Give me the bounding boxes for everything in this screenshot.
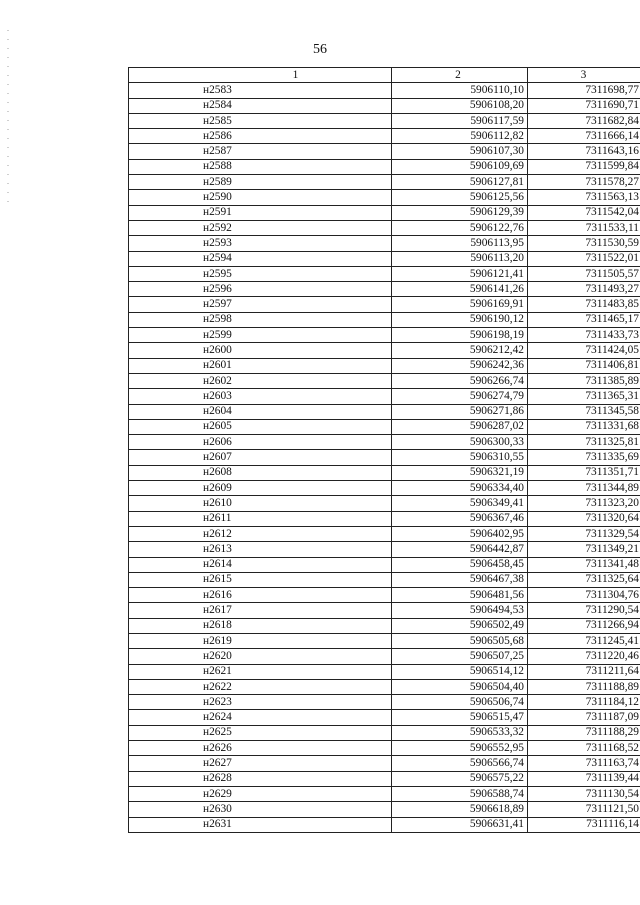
- point-id-cell: н2584: [129, 98, 392, 113]
- x-coordinate-cell: 5906402,95: [392, 526, 528, 541]
- point-id-cell: н2587: [129, 144, 392, 159]
- table-row: [129, 373, 640, 388]
- y-coordinate-cell: 7311163,74: [528, 756, 640, 771]
- point-id-cell: н2622: [129, 679, 392, 694]
- y-coordinate-cell: 7311493,27: [528, 282, 640, 297]
- point-id-cell: н2605: [129, 419, 392, 434]
- y-coordinate-cell: 7311406,81: [528, 358, 640, 373]
- table-row: [129, 817, 640, 832]
- x-coordinate-cell: 5906127,81: [392, 175, 528, 190]
- x-coordinate-cell: 5906109,69: [392, 159, 528, 174]
- x-coordinate-cell: 5906552,95: [392, 741, 528, 756]
- y-coordinate-cell: 7311385,89: [528, 373, 640, 388]
- x-coordinate-cell: 5906514,12: [392, 664, 528, 679]
- table-row: [129, 312, 640, 327]
- y-coordinate-cell: 7311344,89: [528, 481, 640, 496]
- y-coordinate-cell: 7311643,16: [528, 144, 640, 159]
- y-coordinate-cell: 7311290,54: [528, 603, 640, 618]
- table-row: [129, 297, 640, 312]
- x-coordinate-cell: 5906242,36: [392, 358, 528, 373]
- y-coordinate-cell: 7311349,21: [528, 542, 640, 557]
- y-coordinate-cell: 7311329,54: [528, 526, 640, 541]
- table-row: [129, 603, 640, 618]
- x-coordinate-cell: 5906481,56: [392, 588, 528, 603]
- x-coordinate-cell: 5906321,19: [392, 465, 528, 480]
- y-coordinate-cell: 7311698,77: [528, 83, 640, 98]
- y-coordinate-cell: 7311266,94: [528, 618, 640, 633]
- point-id-cell: н2590: [129, 190, 392, 205]
- x-coordinate-cell: 5906169,91: [392, 297, 528, 312]
- x-coordinate-cell: 5906271,86: [392, 404, 528, 419]
- x-coordinate-cell: 5906266,74: [392, 373, 528, 388]
- y-coordinate-cell: 7311690,71: [528, 98, 640, 113]
- x-coordinate-cell: 5906367,46: [392, 511, 528, 526]
- table-row: [129, 159, 640, 174]
- table-row: [129, 419, 640, 434]
- x-coordinate-cell: 5906125,56: [392, 190, 528, 205]
- y-coordinate-cell: 7311424,05: [528, 343, 640, 358]
- x-coordinate-cell: 5906190,12: [392, 312, 528, 327]
- x-coordinate-cell: 5906502,49: [392, 618, 528, 633]
- point-id-cell: н2597: [129, 297, 392, 312]
- point-id-cell: н2631: [129, 817, 392, 832]
- point-id-cell: н2598: [129, 312, 392, 327]
- y-coordinate-cell: 7311505,57: [528, 266, 640, 281]
- table-row: [129, 756, 640, 771]
- table-row: [129, 679, 640, 694]
- table-row: [129, 435, 640, 450]
- x-coordinate-cell: 5906588,74: [392, 786, 528, 801]
- table-row: [129, 113, 640, 128]
- table-row: [129, 343, 640, 358]
- x-coordinate-cell: 5906631,41: [392, 817, 528, 832]
- x-coordinate-cell: 5906108,20: [392, 98, 528, 113]
- y-coordinate-cell: 7311563,13: [528, 190, 640, 205]
- coordinates-table: [128, 67, 640, 833]
- y-coordinate-cell: 7311682,84: [528, 113, 640, 128]
- table-row: [129, 358, 640, 373]
- table-row: [129, 572, 640, 587]
- table-row: [129, 465, 640, 480]
- table-row: [129, 450, 640, 465]
- point-id-cell: н2583: [129, 83, 392, 98]
- column-header-2: 2: [392, 68, 528, 83]
- y-coordinate-cell: 7311433,73: [528, 328, 640, 343]
- y-coordinate-cell: 7311341,48: [528, 557, 640, 572]
- point-id-cell: н2620: [129, 649, 392, 664]
- table-row: [129, 557, 640, 572]
- x-coordinate-cell: 5906274,79: [392, 389, 528, 404]
- y-coordinate-cell: 7311187,09: [528, 710, 640, 725]
- table-header-row: [129, 68, 640, 83]
- x-coordinate-cell: 5906129,39: [392, 205, 528, 220]
- point-id-cell: н2625: [129, 725, 392, 740]
- y-coordinate-cell: 7311116,14: [528, 817, 640, 832]
- point-id-cell: н2627: [129, 756, 392, 771]
- y-coordinate-cell: 7311533,11: [528, 220, 640, 235]
- x-coordinate-cell: 5906113,95: [392, 236, 528, 251]
- table-row: [129, 83, 640, 98]
- table-row: [129, 266, 640, 281]
- table-row: [129, 282, 640, 297]
- x-coordinate-cell: 5906575,22: [392, 771, 528, 786]
- table-row: [129, 236, 640, 251]
- point-id-cell: н2610: [129, 496, 392, 511]
- x-coordinate-cell: 5906122,76: [392, 220, 528, 235]
- x-coordinate-cell: 5906618,89: [392, 802, 528, 817]
- table-row: [129, 205, 640, 220]
- point-id-cell: н2595: [129, 266, 392, 281]
- x-coordinate-cell: 5906198,19: [392, 328, 528, 343]
- y-coordinate-cell: 7311304,76: [528, 588, 640, 603]
- y-coordinate-cell: 7311245,41: [528, 633, 640, 648]
- y-coordinate-cell: 7311121,50: [528, 802, 640, 817]
- point-id-cell: н2593: [129, 236, 392, 251]
- x-coordinate-cell: 5906533,32: [392, 725, 528, 740]
- column-header-1: 1: [129, 68, 392, 83]
- y-coordinate-cell: 7311188,29: [528, 725, 640, 740]
- y-coordinate-cell: 7311325,81: [528, 435, 640, 450]
- point-id-cell: н2603: [129, 389, 392, 404]
- y-coordinate-cell: 7311530,59: [528, 236, 640, 251]
- table-row: [129, 481, 640, 496]
- x-coordinate-cell: 5906212,42: [392, 343, 528, 358]
- x-coordinate-cell: 5906566,74: [392, 756, 528, 771]
- point-id-cell: н2630: [129, 802, 392, 817]
- x-coordinate-cell: 5906467,38: [392, 572, 528, 587]
- point-id-cell: н2588: [129, 159, 392, 174]
- y-coordinate-cell: 7311188,89: [528, 679, 640, 694]
- y-coordinate-cell: 7311331,68: [528, 419, 640, 434]
- point-id-cell: н2623: [129, 695, 392, 710]
- x-coordinate-cell: 5906310,55: [392, 450, 528, 465]
- table-row: [129, 404, 640, 419]
- x-coordinate-cell: 5906506,74: [392, 695, 528, 710]
- y-coordinate-cell: 7311345,58: [528, 404, 640, 419]
- x-coordinate-cell: 5906121,41: [392, 266, 528, 281]
- y-coordinate-cell: 7311139,44: [528, 771, 640, 786]
- point-id-cell: н2616: [129, 588, 392, 603]
- x-coordinate-cell: 5906505,68: [392, 633, 528, 648]
- column-header-3: 3: [528, 68, 640, 83]
- x-coordinate-cell: 5906504,40: [392, 679, 528, 694]
- table-row: [129, 771, 640, 786]
- table-body: [129, 83, 640, 833]
- point-id-cell: н2626: [129, 741, 392, 756]
- y-coordinate-cell: 7311130,54: [528, 786, 640, 801]
- point-id-cell: н2589: [129, 175, 392, 190]
- table-row: [129, 588, 640, 603]
- point-id-cell: н2604: [129, 404, 392, 419]
- point-id-cell: н2624: [129, 710, 392, 725]
- x-coordinate-cell: 5906112,82: [392, 129, 528, 144]
- point-id-cell: н2599: [129, 328, 392, 343]
- point-id-cell: н2592: [129, 220, 392, 235]
- point-id-cell: н2628: [129, 771, 392, 786]
- point-id-cell: н2619: [129, 633, 392, 648]
- y-coordinate-cell: 7311323,20: [528, 496, 640, 511]
- y-coordinate-cell: 7311320,64: [528, 511, 640, 526]
- y-coordinate-cell: 7311220,46: [528, 649, 640, 664]
- table-row: [129, 144, 640, 159]
- table-row: [129, 511, 640, 526]
- y-coordinate-cell: 7311325,64: [528, 572, 640, 587]
- x-coordinate-cell: 5906287,02: [392, 419, 528, 434]
- point-id-cell: н2621: [129, 664, 392, 679]
- x-coordinate-cell: 5906515,47: [392, 710, 528, 725]
- point-id-cell: н2613: [129, 542, 392, 557]
- y-coordinate-cell: 7311365,31: [528, 389, 640, 404]
- x-coordinate-cell: 5906494,53: [392, 603, 528, 618]
- x-coordinate-cell: 5906300,33: [392, 435, 528, 450]
- x-coordinate-cell: 5906442,87: [392, 542, 528, 557]
- point-id-cell: н2606: [129, 435, 392, 450]
- point-id-cell: н2607: [129, 450, 392, 465]
- table-row: [129, 618, 640, 633]
- table-row: [129, 695, 640, 710]
- point-id-cell: н2596: [129, 282, 392, 297]
- point-id-cell: н2615: [129, 572, 392, 587]
- y-coordinate-cell: 7311184,12: [528, 695, 640, 710]
- point-id-cell: н2594: [129, 251, 392, 266]
- table-row: [129, 664, 640, 679]
- point-id-cell: н2591: [129, 205, 392, 220]
- point-id-cell: н2609: [129, 481, 392, 496]
- table-row: [129, 725, 640, 740]
- point-id-cell: н2611: [129, 511, 392, 526]
- x-coordinate-cell: 5906458,45: [392, 557, 528, 572]
- y-coordinate-cell: 7311483,85: [528, 297, 640, 312]
- table-row: [129, 98, 640, 113]
- x-coordinate-cell: 5906349,41: [392, 496, 528, 511]
- table-row: [129, 496, 640, 511]
- table-row: [129, 741, 640, 756]
- table-row: [129, 526, 640, 541]
- table-row: [129, 190, 640, 205]
- point-id-cell: н2614: [129, 557, 392, 572]
- x-coordinate-cell: 5906507,25: [392, 649, 528, 664]
- table-row: [129, 389, 640, 404]
- point-id-cell: н2600: [129, 343, 392, 358]
- point-id-cell: н2617: [129, 603, 392, 618]
- table-row: [129, 710, 640, 725]
- table-row: [129, 251, 640, 266]
- point-id-cell: н2618: [129, 618, 392, 633]
- table-row: [129, 802, 640, 817]
- x-coordinate-cell: 5906117,59: [392, 113, 528, 128]
- point-id-cell: н2629: [129, 786, 392, 801]
- table-row: [129, 175, 640, 190]
- table-row: [129, 542, 640, 557]
- y-coordinate-cell: 7311465,17: [528, 312, 640, 327]
- y-coordinate-cell: 7311578,27: [528, 175, 640, 190]
- x-coordinate-cell: 5906113,20: [392, 251, 528, 266]
- point-id-cell: н2608: [129, 465, 392, 480]
- y-coordinate-cell: 7311599,84: [528, 159, 640, 174]
- page-number: 56: [313, 42, 327, 57]
- point-id-cell: н2585: [129, 113, 392, 128]
- point-id-cell: н2602: [129, 373, 392, 388]
- y-coordinate-cell: 7311168,52: [528, 741, 640, 756]
- table-row: [129, 220, 640, 235]
- table-row: [129, 328, 640, 343]
- table-row: [129, 649, 640, 664]
- x-coordinate-cell: 5906110,10: [392, 83, 528, 98]
- table-row: [129, 129, 640, 144]
- point-id-cell: н2601: [129, 358, 392, 373]
- y-coordinate-cell: 7311211,64: [528, 664, 640, 679]
- x-coordinate-cell: 5906334,40: [392, 481, 528, 496]
- y-coordinate-cell: 7311542,04: [528, 205, 640, 220]
- x-coordinate-cell: 5906141,26: [392, 282, 528, 297]
- point-id-cell: н2586: [129, 129, 392, 144]
- table-row: [129, 633, 640, 648]
- x-coordinate-cell: 5906107,30: [392, 144, 528, 159]
- y-coordinate-cell: 7311522,01: [528, 251, 640, 266]
- table-row: [129, 786, 640, 801]
- y-coordinate-cell: 7311335,69: [528, 450, 640, 465]
- point-id-cell: н2612: [129, 526, 392, 541]
- y-coordinate-cell: 7311666,14: [528, 129, 640, 144]
- y-coordinate-cell: 7311351,71: [528, 465, 640, 480]
